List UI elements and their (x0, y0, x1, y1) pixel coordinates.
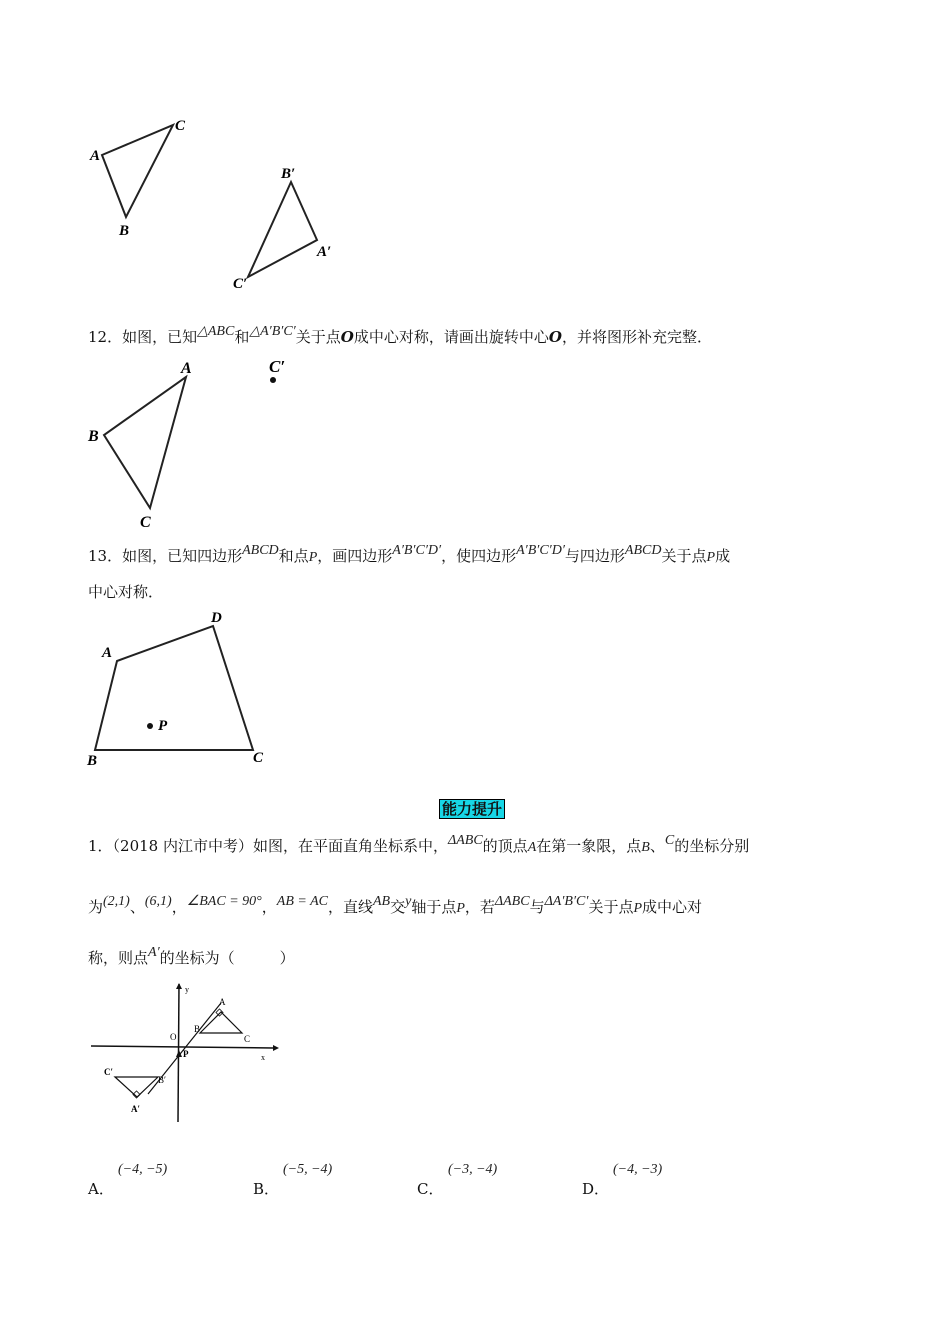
label-p: P (183, 1049, 189, 1059)
p1-text: ， (261, 898, 277, 916)
q12-tri1: △ABC (197, 324, 235, 339)
option-letter: B． (253, 1180, 280, 1198)
label-p: P (158, 718, 168, 734)
label-a: A (102, 645, 113, 661)
label-c: C (244, 1034, 251, 1044)
p1-text: ，直线 (327, 898, 373, 916)
p1-math: C (664, 833, 675, 848)
q13-text: ，使四边形 (441, 547, 517, 565)
x-axis (91, 1046, 273, 1048)
q13-point: P (706, 550, 716, 565)
point-c1 (270, 377, 276, 383)
label-c1: C′ (233, 276, 248, 292)
p1-text: 为 (88, 898, 104, 916)
label-b: B (119, 223, 130, 239)
p1-math: A (527, 840, 537, 855)
p1-math: AB = AC (276, 894, 328, 909)
label-a1: A′ (131, 1104, 141, 1114)
q13-text: 如图，已知四边形 (122, 547, 243, 565)
p1-text: 的坐标为（ ） (159, 949, 295, 967)
p1-math: P (456, 901, 465, 916)
p1-text: 与 (529, 898, 545, 916)
p1-math: (2,1) (103, 894, 130, 909)
label-a: A (219, 997, 226, 1007)
q13-quad: ABCD (624, 543, 662, 558)
p1-text: 交 (390, 898, 406, 916)
option-d-value: (−4, −3) (613, 1162, 663, 1177)
q13-quad: ABCD (242, 543, 279, 558)
q12-text: 关于点 (295, 328, 341, 346)
q13-text: 和点 (278, 547, 309, 565)
p1-text: 关于点 (588, 898, 634, 916)
q13-text: 关于点 (661, 547, 707, 565)
question-13 (88, 543, 731, 568)
p1-math: ΔA′B′C′ (544, 894, 589, 909)
option-b-value: (−5, −4) (283, 1162, 333, 1177)
p1-math: (6,1) (144, 894, 172, 909)
q13-number: 13． (88, 547, 123, 565)
label-y: y (185, 985, 189, 994)
option-letter: C． (417, 1180, 444, 1198)
option-c[interactable] (417, 1179, 443, 1199)
q12-point: O (548, 328, 562, 346)
p1-number: 1． (88, 837, 113, 855)
quadrilateral-abcd (95, 626, 253, 750)
point-p (147, 723, 153, 729)
q12-text: ，并将图形补充完整． (561, 328, 712, 346)
p1-math: ∠BAC = 90° (186, 894, 262, 909)
section-title: 能力提升 (439, 799, 505, 819)
label-a: A (181, 360, 192, 377)
label-c1: C′ (269, 357, 286, 376)
q13-quad: A′B′C′D′ (392, 543, 442, 558)
p1-text: 轴于点 (411, 898, 457, 916)
p1-math: B (641, 840, 650, 855)
question-12 (88, 324, 712, 349)
label-a1: A′ (317, 244, 332, 260)
q12-text: 成中心对称，请画出旋转中心 (353, 328, 549, 346)
label-c: C (140, 514, 151, 531)
p1-math: y (405, 894, 412, 909)
label-x: x (261, 1053, 265, 1062)
q12-text: 如图，已知 (122, 328, 198, 346)
q13-text: ，画四边形 (317, 547, 393, 565)
figure-q11 (80, 110, 350, 300)
triangle-abc (200, 1012, 242, 1033)
q13-text: 成 (715, 547, 731, 565)
q13-point: P (308, 550, 318, 565)
q13-line2: 中心对称． (88, 583, 164, 601)
p1-text: 在第一象限，点 (536, 837, 642, 855)
triangle-abc (102, 125, 173, 217)
label-b: B (88, 428, 99, 445)
p1-text: 的顶点 (482, 837, 528, 855)
label-c1: C′ (104, 1067, 114, 1077)
label-d: D (211, 610, 222, 626)
label-a: A (90, 148, 101, 164)
option-a-value: (−4, −5) (118, 1162, 168, 1177)
p1-math: AB (372, 894, 391, 909)
p1-math: ΔABC (494, 894, 530, 909)
problem-1-line2 (88, 894, 703, 919)
q12-text: 和 (234, 328, 250, 346)
p1-text: 称，则点 (88, 949, 149, 967)
p1-text: 的坐标分别 (674, 837, 750, 855)
option-a[interactable] (88, 1179, 114, 1199)
q12-number: 12． (88, 328, 123, 346)
option-c-value: (−3, −4) (448, 1162, 498, 1177)
label-c: C (175, 118, 186, 134)
option-d[interactable] (582, 1179, 609, 1199)
p1-math: ΔABC (448, 833, 483, 848)
y-axis-arrow (176, 983, 182, 989)
triangle-abc (104, 377, 186, 508)
label-b: B (87, 753, 98, 769)
p1-text: ，若 (464, 898, 495, 916)
problem-1-line1 (88, 833, 750, 858)
p1-text: 、 (649, 837, 665, 855)
p1-text: ， (171, 898, 187, 916)
q13-text: 与四边形 (564, 547, 625, 565)
x-axis-arrow (273, 1045, 279, 1051)
option-letter: A． (88, 1180, 114, 1198)
option-letter: D． (582, 1180, 610, 1198)
p1-math: A′ (148, 945, 160, 960)
p1-text: 成中心对 (642, 898, 703, 916)
problem-1-line3 (88, 945, 295, 970)
label-b1: B′ (281, 166, 296, 182)
p1-math: P (633, 901, 643, 916)
triangle-a1b1c1 (115, 1077, 158, 1097)
p1-text: （2018 内江市中考）如图，在平面直角坐标系中， (112, 837, 448, 855)
label-b: B (194, 1024, 201, 1034)
q12-tri2: △A′B′C′ (249, 324, 296, 339)
p1-text: 、 (129, 898, 145, 916)
figure-p1-graph (88, 980, 283, 1130)
triangle-a1b1c1 (248, 182, 317, 277)
q13-quad: A′B′C′D′ (516, 543, 565, 558)
figure-q13 (80, 605, 290, 775)
label-o: O (170, 1032, 177, 1042)
label-b1: B′ (158, 1075, 166, 1085)
q12-point: O (340, 328, 354, 346)
option-b[interactable] (253, 1179, 279, 1199)
figure-q12 (80, 355, 310, 535)
label-c: C (253, 750, 264, 766)
